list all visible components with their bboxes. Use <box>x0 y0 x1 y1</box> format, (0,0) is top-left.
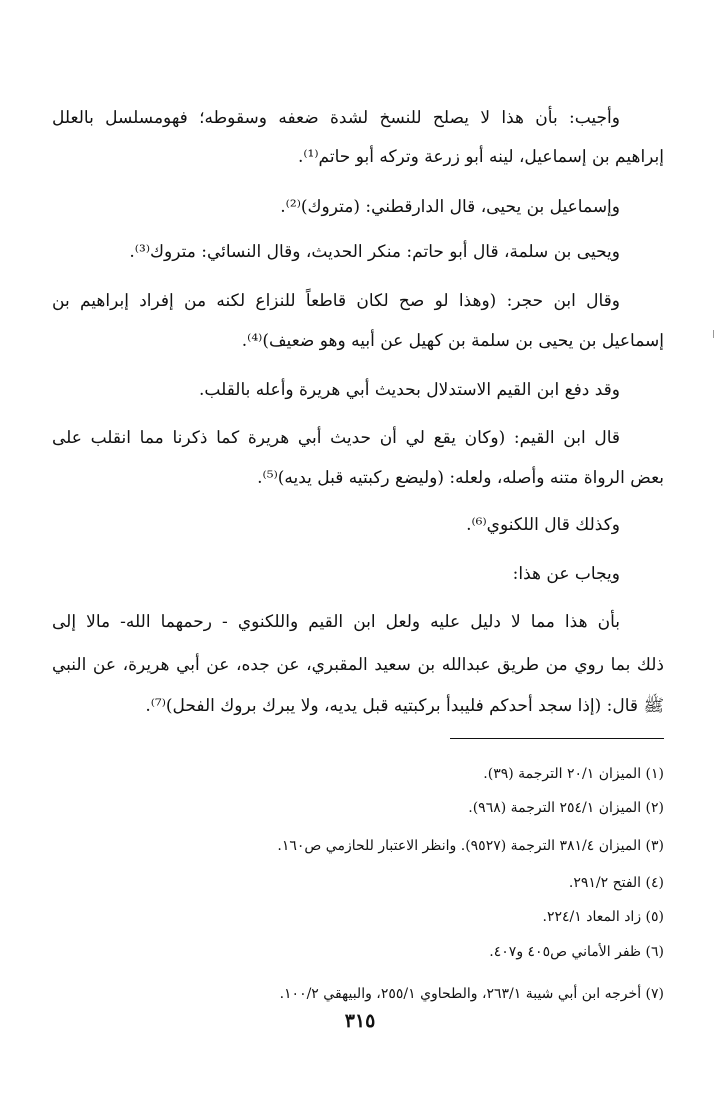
body-line-9: بعض الرواة متنه وأصله، ولعله: (وليضع ركبتيه قبل يديه)⁽⁵⁾. <box>257 468 664 488</box>
footnote-3: (٣) الميزان ٣٨١/٤ الترجمة (٩٥٢٧). وانظر الاعتبار للحازمي ص١٦٠. <box>277 838 664 854</box>
footnote-7: (٧) أخرجه ابن أبي شيبة ٢٦٣/١، والطحاوي ٢٥٥/١، والبيهقي ١٠٠/٢. <box>279 986 664 1002</box>
body-line-12: بأن هذا مما لا دليل عليه ولعل ابن القيم واللكنوي - رحمهما الله- مالا إلى <box>52 612 620 632</box>
body-line-2: إبراهيم بن إسماعيل، لينه أبو زرعة وتركه أبو حاتم⁽¹⁾. <box>297 147 664 167</box>
body-line-11: ويجاب عن هذا: <box>512 564 620 584</box>
body-line-7: وقد دفع ابن القيم الاستدلال بحديث أبي هريرة وأعله بالقلب. <box>198 380 620 400</box>
body-line-13: ذلك بما روي من طريق عبدالله بن سعيد المقبري، عن جده، عن أبي هريرة، عن النبي <box>52 655 664 675</box>
body-line-14: ﷺ قال: (إذا سجد أحدكم فليبدأ بركبتيه قبل يديه، ولا يبرك بروك الفحل)⁽⁷⁾. <box>145 696 664 716</box>
footnote-2: (٢) الميزان ٢٥٤/١ الترجمة (٩٦٨). <box>468 800 664 816</box>
body-line-4: ويحيى بن سلمة، قال أبو حاتم: منكر الحديث، وقال النسائي: متروك⁽³⁾. <box>129 242 620 262</box>
body-line-10: وكذلك قال اللكنوي⁽⁶⁾. <box>466 515 620 535</box>
footnote-1: (١) الميزان ٢٠/١ الترجمة (٣٩). <box>483 766 664 782</box>
body-line-5: وقال ابن حجر: (وهذا لو صح لكان قاطعاً للنزاع لكنه من إفراد إبراهيم بن <box>52 291 620 311</box>
body-line-6: إسماعيل بن يحيى بن سلمة بن كهيل عن أبيه وهو ضعيف)⁽⁴⁾. <box>241 331 664 351</box>
body-line-1: وأجيب: بأن هذا لا يصلح للنسخ لشدة ضعفه وسقوطه؛ فهومسلسل بالعلل <box>52 108 620 128</box>
footnote-separator <box>450 738 664 739</box>
scan-edge-mark <box>709 330 714 338</box>
body-line-3: وإسماعيل بن يحيى، قال الدارقطني: (متروك)⁽²⁾. <box>280 197 620 217</box>
body-line-8: قال ابن القيم: (وكان يقع لي أن حديث أبي هريرة كما ذكرنا مما انقلب على <box>52 428 620 448</box>
footnote-5: (٥) زاد المعاد ٢٢٤/١. <box>542 909 664 925</box>
footnote-6: (٦) ظفر الأماني ص٤٠٥ و٤٠٧. <box>489 944 664 960</box>
footnote-4: (٤) الفتح ٢٩١/٢. <box>568 875 664 891</box>
page-number: ٣١٥ <box>344 1010 376 1032</box>
